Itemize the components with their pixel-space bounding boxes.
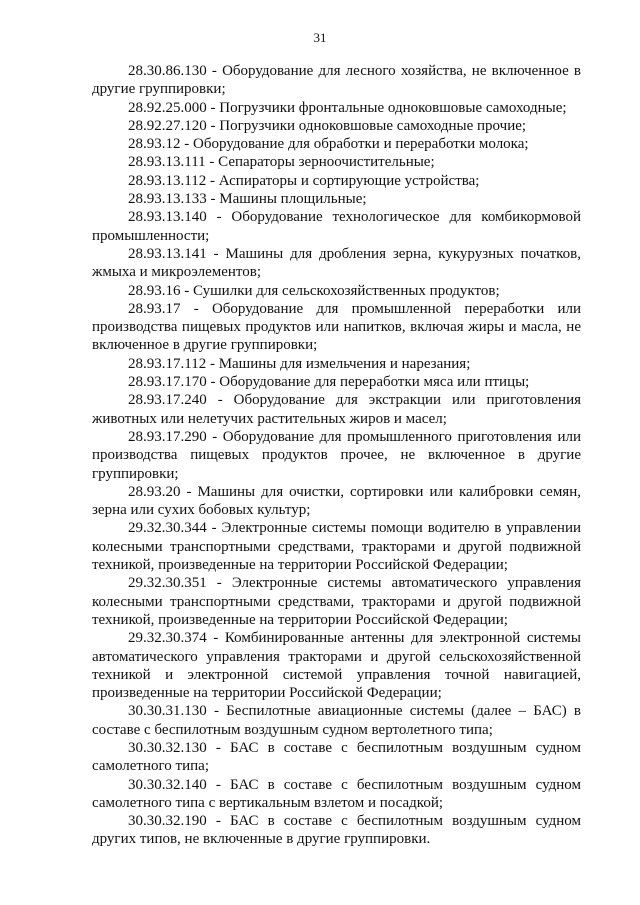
list-item: 28.93.13.133 - Машины площильные;	[128, 191, 367, 208]
list-item: 28.93.17.240 - Оборудование для экстракции или приготовления животных или нелетучих растительных жиров и масел;	[92, 392, 581, 427]
list-item: 30.30.31.130 - Беспилотные авиационные системы (далее – БАС) в составе с беспилотным воздушным судном вертолетного типа;	[92, 703, 581, 738]
document-body	[92, 62, 581, 849]
list-item: 29.32.30.374 - Комбинированные антенны для электронной системы автоматического управления тракторами и другой сельскохозяйственной техникой и электронной системой управления точной навигацией, произведенные на территории Российской Федерации;	[92, 630, 581, 702]
list-item: 28.30.86.130 - Оборудование для лесного хозяйства, не включенное в другие группировки;	[92, 63, 581, 98]
list-item: 30.30.32.190 - БАС в составе с беспилотным воздушным судном других типов, не включенные в другие группировки.	[92, 813, 581, 848]
list-item: 28.93.17 - Оборудование для промышленной переработки или производства пищевых продуктов или напитков, включая жиры и масла, не включенное в другие группировки;	[92, 300, 581, 354]
list-item: 30.30.32.130 - БАС в составе с беспилотным воздушным судном самолетного типа;	[92, 739, 581, 775]
list-item: 29.32.30.344 - Электронные системы помощи водителю в управлении колесными транспортными средствами, тракторами и другой подвижной техникой, произведенные на территории Российской Федерации;	[92, 520, 581, 574]
list-item: 28.93.16 - Сушилки для сельскохозяйственных продуктов;	[128, 282, 500, 299]
list-item: 29.32.30.351 - Электронные системы автоматического управления колесными транспортными средствами, тракторами и другой подвижной техникой, произведенные на территории Российской Федерации;	[92, 575, 581, 628]
list-item: 28.93.12 - Оборудование для обработки и переработки молока;	[128, 136, 529, 153]
list-item: 28.93.13.141 - Машины для дробления зерна, кукурузных початков, жмыха и микроэлементов;	[92, 245, 581, 281]
list-item: 28.92.27.120 - Погрузчики одноковшовые самоходные прочие;	[128, 117, 527, 134]
list-item: 28.93.17.290 - Оборудование для промышленного приготовления или производства пищевых продуктов прочее, не включенное в другие группировки;	[92, 428, 581, 482]
list-item: 28.93.17.112 - Машины для измельчения и нарезания;	[128, 355, 471, 372]
list-item: 28.93.20 - Машины для очистки, сортировки или калибровки семян, зерна или сухих бобовых культур;	[92, 483, 581, 519]
list-item: 28.93.13.111 - Сепараторы зерноочистительные;	[128, 154, 435, 171]
list-item: 28.93.13.112 - Аспираторы и сортирующие устройства;	[128, 172, 480, 189]
page-number: 31	[313, 30, 327, 45]
list-item: 30.30.32.140 - БАС в составе с беспилотным воздушным судном самолетного типа с вертикальным взлетом и посадкой;	[92, 776, 581, 811]
list-item: 28.92.25.000 - Погрузчики фронтальные одноковшовые самоходные;	[128, 99, 567, 116]
list-item: 28.93.13.140 - Оборудование технологическое для комбикормовой промышленности;	[92, 209, 581, 244]
list-item: 28.93.17.170 - Оборудование для переработки мяса или птицы;	[128, 374, 530, 391]
